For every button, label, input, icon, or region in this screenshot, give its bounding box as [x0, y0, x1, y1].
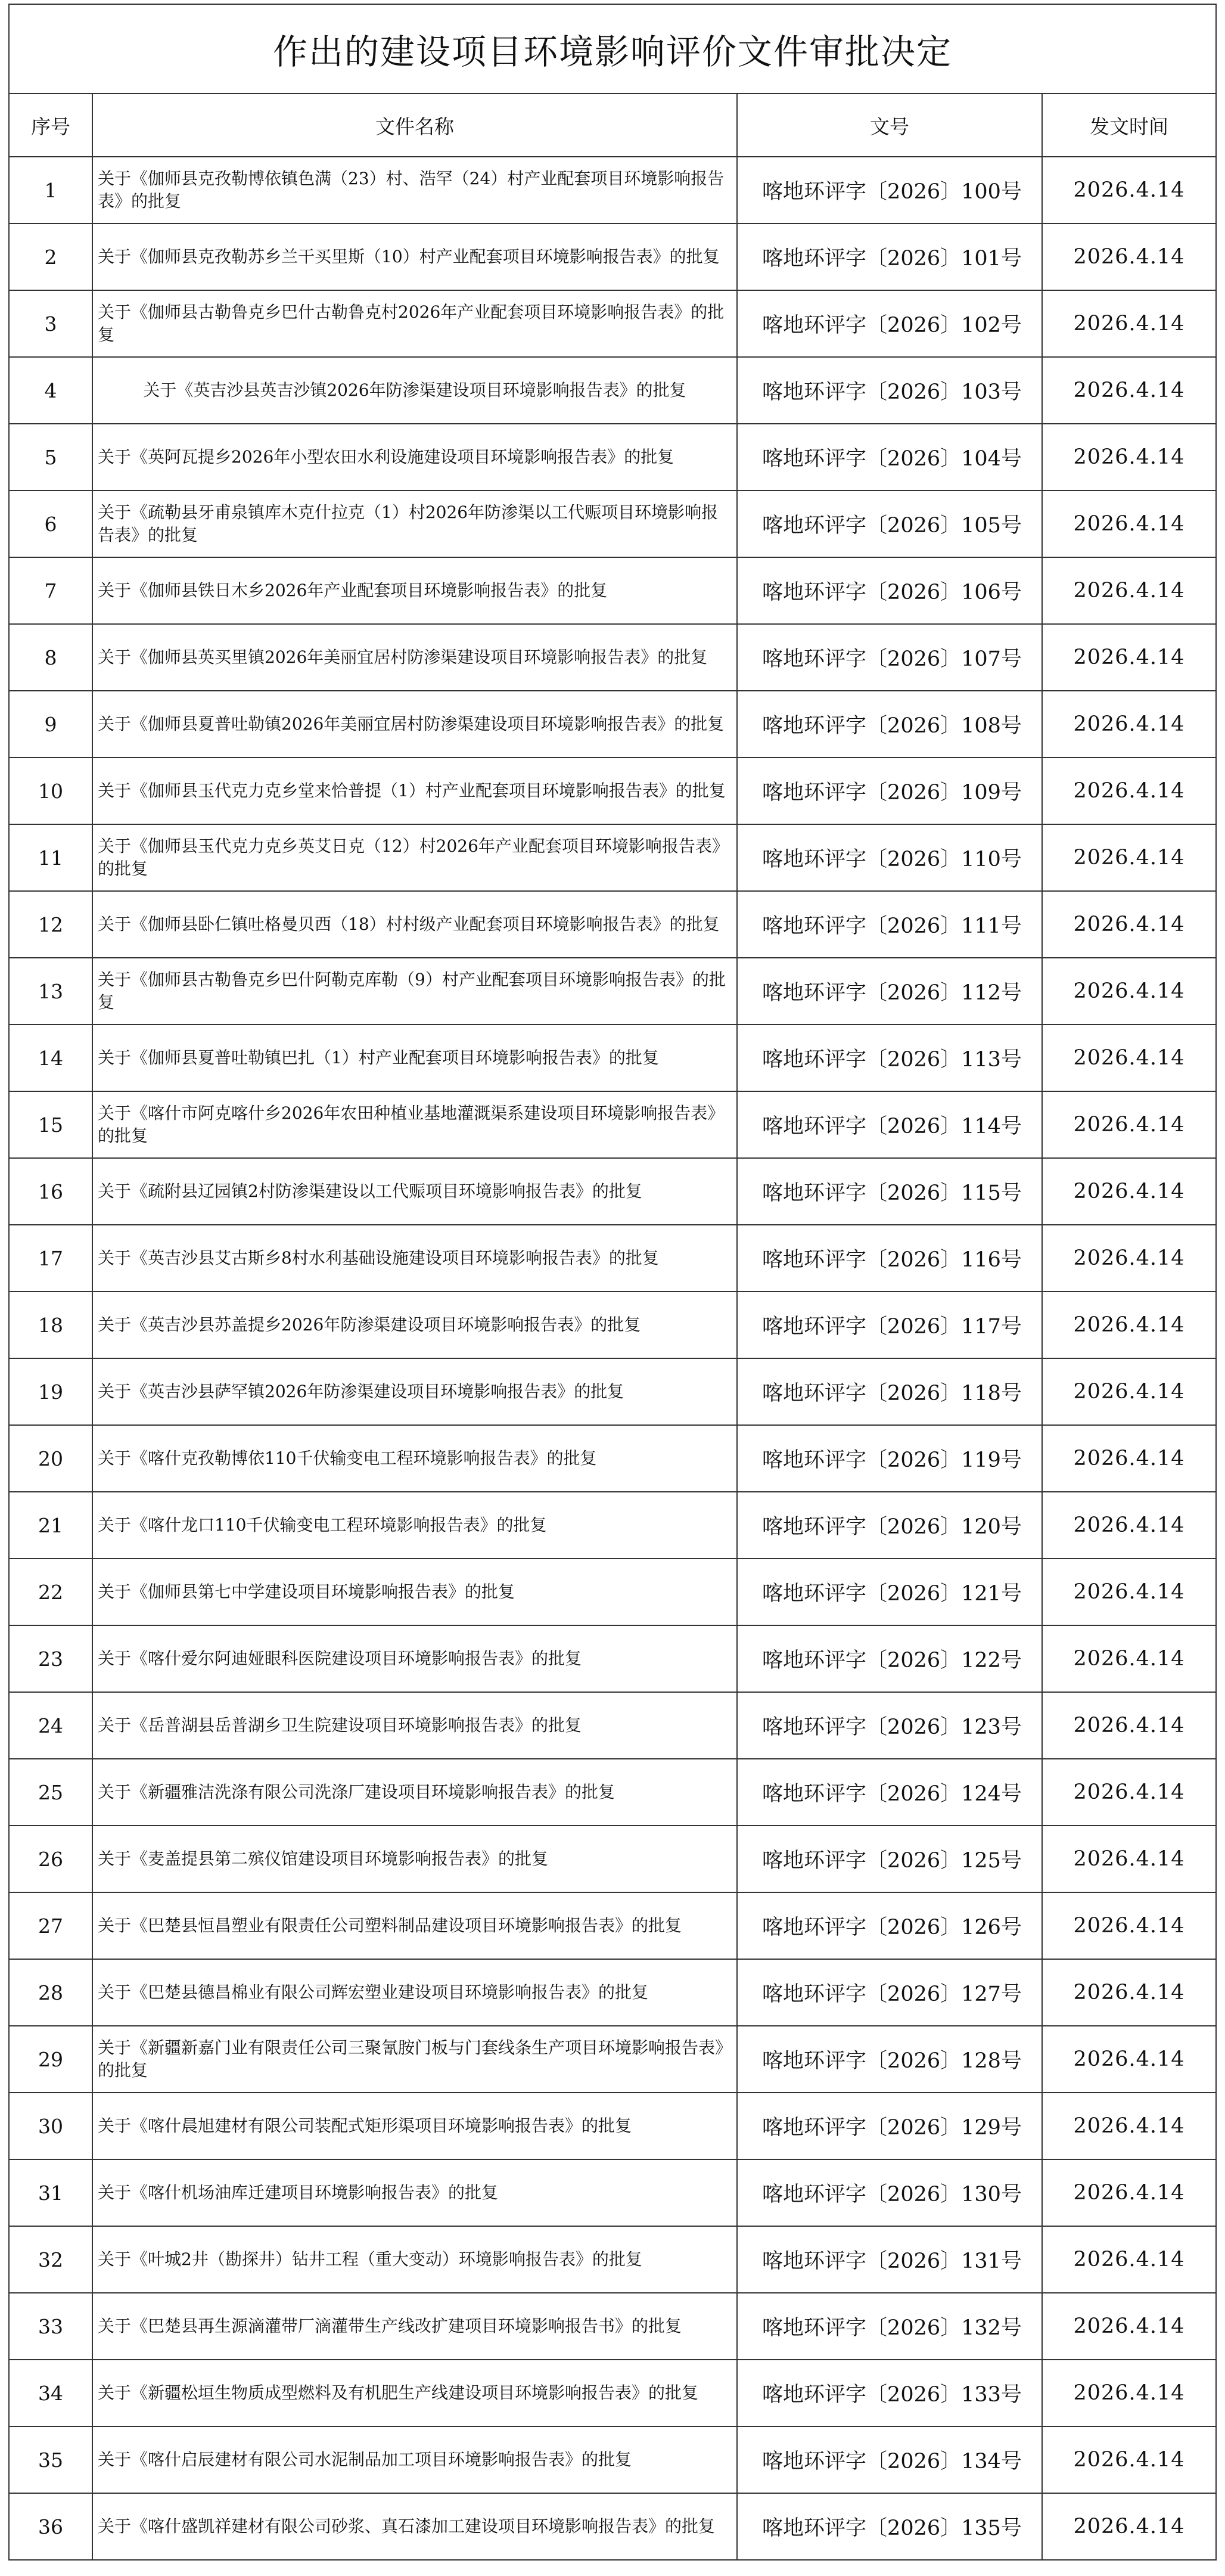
row-doc-number: 喀地环评字〔2026〕131号	[737, 2226, 1042, 2293]
table-row	[9, 1625, 1216, 1692]
row-file-name: 关于《喀什市阿克喀什乡2026年农田种植业基地灌溉渠系建设项目环境影响报告表》的批复	[92, 1091, 737, 1158]
row-file-name: 关于《喀什克孜勒博依110千伏输变电工程环境影响报告表》的批复	[92, 1425, 737, 1492]
row-issue-date: 2026.4.14	[1042, 2293, 1216, 2360]
row-issue-date: 2026.4.14	[1042, 357, 1216, 424]
table-row	[9, 2360, 1216, 2426]
row-doc-number: 喀地环评字〔2026〕105号	[737, 491, 1042, 557]
row-issue-date: 2026.4.14	[1042, 1759, 1216, 1826]
row-index: 16	[9, 1158, 92, 1225]
row-issue-date: 2026.4.14	[1042, 691, 1216, 758]
row-index: 27	[9, 1892, 92, 1959]
row-index: 24	[9, 1692, 92, 1759]
row-file-name: 关于《伽师县古勒鲁克乡巴什阿勒克库勒（9）村产业配套项目环境影响报告表》的批复	[92, 958, 737, 1025]
row-file-name: 关于《喀什盛凯祥建材有限公司砂浆、真石漆加工建设项目环境影响报告表》的批复	[92, 2493, 737, 2560]
table-row	[9, 1759, 1216, 1826]
row-index: 23	[9, 1625, 92, 1692]
row-index: 11	[9, 824, 92, 891]
table-row	[9, 290, 1216, 357]
row-doc-number: 喀地环评字〔2026〕126号	[737, 1892, 1042, 1959]
row-file-name: 关于《伽师县克孜勒博依镇色满（23）村、浩罕（24）村产业配套项目环境影响报告表》的批复	[92, 157, 737, 224]
row-file-name: 关于《英吉沙县艾古斯乡8村水利基础设施建设项目环境影响报告表》的批复	[92, 1225, 737, 1292]
table-row	[9, 824, 1216, 891]
row-file-name: 关于《英吉沙县苏盖提乡2026年防渗渠建设项目环境影响报告表》的批复	[92, 1292, 737, 1358]
row-index: 31	[9, 2159, 92, 2226]
row-file-name: 关于《喀什机场油库迁建项目环境影响报告表》的批复	[92, 2159, 737, 2226]
table-row	[9, 624, 1216, 691]
row-issue-date: 2026.4.14	[1042, 1158, 1216, 1225]
row-issue-date: 2026.4.14	[1042, 1892, 1216, 1959]
column-header-date: 发文时间	[1042, 94, 1216, 157]
row-index: 34	[9, 2360, 92, 2426]
table-row	[9, 1225, 1216, 1292]
table-row	[9, 1358, 1216, 1425]
row-file-name: 关于《伽师县第七中学建设项目环境影响报告表》的批复	[92, 1559, 737, 1625]
row-issue-date: 2026.4.14	[1042, 1358, 1216, 1425]
row-file-name: 关于《新疆新嘉门业有限责任公司三聚氰胺门板与门套线条生产项目环境影响报告表》的批复	[92, 2026, 737, 2093]
row-issue-date: 2026.4.14	[1042, 1559, 1216, 1625]
row-file-name: 关于《新疆松垣生物质成型燃料及有机肥生产线建设项目环境影响报告表》的批复	[92, 2360, 737, 2426]
row-file-name: 关于《疏附县辽园镇2村防渗渠建设以工代赈项目环境影响报告表》的批复	[92, 1158, 737, 1225]
row-issue-date: 2026.4.14	[1042, 2426, 1216, 2493]
row-file-name: 关于《英阿瓦提乡2026年小型农田水利设施建设项目环境影响报告表》的批复	[92, 424, 737, 491]
row-issue-date: 2026.4.14	[1042, 224, 1216, 290]
row-issue-date: 2026.4.14	[1042, 958, 1216, 1025]
row-issue-date: 2026.4.14	[1042, 1492, 1216, 1559]
row-file-name: 关于《伽师县古勒鲁克乡巴什古勒鲁克村2026年产业配套项目环境影响报告表》的批复	[92, 290, 737, 357]
row-index: 25	[9, 1759, 92, 1826]
row-doc-number: 喀地环评字〔2026〕116号	[737, 1225, 1042, 1292]
row-file-name: 关于《伽师县夏普吐勒镇2026年美丽宜居村防渗渠建设项目环境影响报告表》的批复	[92, 691, 737, 758]
row-doc-number: 喀地环评字〔2026〕129号	[737, 2093, 1042, 2159]
row-issue-date: 2026.4.14	[1042, 1292, 1216, 1358]
row-issue-date: 2026.4.14	[1042, 624, 1216, 691]
row-doc-number: 喀地环评字〔2026〕109号	[737, 758, 1042, 824]
table-row	[9, 1559, 1216, 1625]
row-doc-number: 喀地环评字〔2026〕134号	[737, 2426, 1042, 2493]
row-doc-number: 喀地环评字〔2026〕121号	[737, 1559, 1042, 1625]
document	[8, 4, 1215, 2561]
column-header-doc-no: 文号	[737, 94, 1042, 157]
row-doc-number: 喀地环评字〔2026〕130号	[737, 2159, 1042, 2226]
row-doc-number: 喀地环评字〔2026〕101号	[737, 224, 1042, 290]
row-doc-number: 喀地环评字〔2026〕125号	[737, 1826, 1042, 1892]
row-doc-number: 喀地环评字〔2026〕135号	[737, 2493, 1042, 2560]
row-index: 12	[9, 891, 92, 958]
row-index: 14	[9, 1025, 92, 1091]
row-file-name: 关于《巴楚县恒昌塑业有限责任公司塑料制品建设项目环境影响报告表》的批复	[92, 1892, 737, 1959]
row-issue-date: 2026.4.14	[1042, 2226, 1216, 2293]
row-doc-number: 喀地环评字〔2026〕132号	[737, 2293, 1042, 2360]
row-index: 9	[9, 691, 92, 758]
row-doc-number: 喀地环评字〔2026〕124号	[737, 1759, 1042, 1826]
table-row	[9, 2426, 1216, 2493]
table-row	[9, 2493, 1216, 2560]
row-doc-number: 喀地环评字〔2026〕119号	[737, 1425, 1042, 1492]
table-row	[9, 758, 1216, 824]
table-row	[9, 2093, 1216, 2159]
row-file-name: 关于《新疆雅洁洗涤有限公司洗涤厂建设项目环境影响报告表》的批复	[92, 1759, 737, 1826]
table-row	[9, 2159, 1216, 2226]
table-row	[9, 2026, 1216, 2093]
row-index: 4	[9, 357, 92, 424]
row-doc-number: 喀地环评字〔2026〕106号	[737, 557, 1042, 624]
table-row	[9, 557, 1216, 624]
table-row	[9, 1158, 1216, 1225]
row-file-name: 关于《麦盖提县第二殡仪馆建设项目环境影响报告表》的批复	[92, 1826, 737, 1892]
column-header-index: 序号	[9, 94, 92, 157]
row-index: 22	[9, 1559, 92, 1625]
page-title: 作出的建设项目环境影响评价文件审批决定	[9, 4, 1216, 94]
row-file-name: 关于《伽师县英买里镇2026年美丽宜居村防渗渠建设项目环境影响报告表》的批复	[92, 624, 737, 691]
table-row	[9, 1292, 1216, 1358]
row-index: 36	[9, 2493, 92, 2560]
table-row	[9, 1826, 1216, 1892]
table-row	[9, 1892, 1216, 1959]
row-index: 17	[9, 1225, 92, 1292]
table-row	[9, 491, 1216, 557]
row-index: 13	[9, 958, 92, 1025]
row-doc-number: 喀地环评字〔2026〕100号	[737, 157, 1042, 224]
row-index: 18	[9, 1292, 92, 1358]
row-doc-number: 喀地环评字〔2026〕120号	[737, 1492, 1042, 1559]
row-issue-date: 2026.4.14	[1042, 758, 1216, 824]
row-file-name: 关于《喀什龙口110千伏输变电工程环境影响报告表》的批复	[92, 1492, 737, 1559]
row-doc-number: 喀地环评字〔2026〕128号	[737, 2026, 1042, 2093]
row-doc-number: 喀地环评字〔2026〕108号	[737, 691, 1042, 758]
row-index: 32	[9, 2226, 92, 2293]
row-index: 10	[9, 758, 92, 824]
row-index: 7	[9, 557, 92, 624]
row-file-name: 关于《英吉沙县英吉沙镇2026年防渗渠建设项目环境影响报告表》的批复	[92, 357, 737, 424]
row-issue-date: 2026.4.14	[1042, 1225, 1216, 1292]
row-issue-date: 2026.4.14	[1042, 824, 1216, 891]
row-doc-number: 喀地环评字〔2026〕133号	[737, 2360, 1042, 2426]
table-row	[9, 157, 1216, 224]
row-file-name: 关于《喀什晨旭建材有限公司装配式矩形渠项目环境影响报告表》的批复	[92, 2093, 737, 2159]
row-doc-number: 喀地环评字〔2026〕114号	[737, 1091, 1042, 1158]
row-doc-number: 喀地环评字〔2026〕122号	[737, 1625, 1042, 1692]
table-row	[9, 2293, 1216, 2360]
row-index: 1	[9, 157, 92, 224]
row-file-name: 关于《伽师县克孜勒苏乡兰干买里斯（10）村产业配套项目环境影响报告表》的批复	[92, 224, 737, 290]
row-doc-number: 喀地环评字〔2026〕111号	[737, 891, 1042, 958]
column-header-name: 文件名称	[92, 94, 737, 157]
table-row	[9, 424, 1216, 491]
row-file-name: 关于《疏勒县牙甫泉镇库木克什拉克（1）村2026年防渗渠以工代赈项目环境影响报告表》的批复	[92, 491, 737, 557]
row-file-name: 关于《伽师县卧仁镇吐格曼贝西（18）村村级产业配套项目环境影响报告表》的批复	[92, 891, 737, 958]
row-file-name: 关于《喀什爱尔阿迪娅眼科医院建设项目环境影响报告表》的批复	[92, 1625, 737, 1692]
row-issue-date: 2026.4.14	[1042, 1692, 1216, 1759]
table-row	[9, 1492, 1216, 1559]
row-index: 33	[9, 2293, 92, 2360]
table-row	[9, 1692, 1216, 1759]
row-issue-date: 2026.4.14	[1042, 2159, 1216, 2226]
row-doc-number: 喀地环评字〔2026〕118号	[737, 1358, 1042, 1425]
row-index: 28	[9, 1959, 92, 2026]
row-issue-date: 2026.4.14	[1042, 2093, 1216, 2159]
row-file-name: 关于《伽师县玉代克力克乡英艾日克（12）村2026年产业配套项目环境影响报告表》的批复	[92, 824, 737, 891]
row-issue-date: 2026.4.14	[1042, 2026, 1216, 2093]
row-file-name: 关于《伽师县铁日木乡2026年产业配套项目环境影响报告表》的批复	[92, 557, 737, 624]
row-file-name: 关于《伽师县夏普吐勒镇巴扎（1）村产业配套项目环境影响报告表》的批复	[92, 1025, 737, 1091]
row-doc-number: 喀地环评字〔2026〕127号	[737, 1959, 1042, 2026]
row-issue-date: 2026.4.14	[1042, 557, 1216, 624]
row-issue-date: 2026.4.14	[1042, 891, 1216, 958]
row-index: 21	[9, 1492, 92, 1559]
row-doc-number: 喀地环评字〔2026〕115号	[737, 1158, 1042, 1225]
row-issue-date: 2026.4.14	[1042, 1959, 1216, 2026]
row-doc-number: 喀地环评字〔2026〕102号	[737, 290, 1042, 357]
row-index: 20	[9, 1425, 92, 1492]
row-index: 6	[9, 491, 92, 557]
row-issue-date: 2026.4.14	[1042, 1091, 1216, 1158]
row-doc-number: 喀地环评字〔2026〕113号	[737, 1025, 1042, 1091]
approval-table	[8, 4, 1217, 2561]
row-index: 30	[9, 2093, 92, 2159]
row-issue-date: 2026.4.14	[1042, 1425, 1216, 1492]
table-row	[9, 958, 1216, 1025]
row-issue-date: 2026.4.14	[1042, 157, 1216, 224]
table-row	[9, 2226, 1216, 2293]
row-doc-number: 喀地环评字〔2026〕107号	[737, 624, 1042, 691]
row-issue-date: 2026.4.14	[1042, 491, 1216, 557]
row-index: 5	[9, 424, 92, 491]
row-issue-date: 2026.4.14	[1042, 2360, 1216, 2426]
row-issue-date: 2026.4.14	[1042, 1826, 1216, 1892]
row-index: 35	[9, 2426, 92, 2493]
row-file-name: 关于《英吉沙县萨罕镇2026年防渗渠建设项目环境影响报告表》的批复	[92, 1358, 737, 1425]
row-index: 8	[9, 624, 92, 691]
row-index: 3	[9, 290, 92, 357]
row-file-name: 关于《伽师县玉代克力克乡堂来恰普提（1）村产业配套项目环境影响报告表》的批复	[92, 758, 737, 824]
row-file-name: 关于《岳普湖县岳普湖乡卫生院建设项目环境影响报告表》的批复	[92, 1692, 737, 1759]
row-issue-date: 2026.4.14	[1042, 290, 1216, 357]
table-row	[9, 691, 1216, 758]
table-row	[9, 1425, 1216, 1492]
row-doc-number: 喀地环评字〔2026〕103号	[737, 357, 1042, 424]
row-index: 15	[9, 1091, 92, 1158]
row-doc-number: 喀地环评字〔2026〕110号	[737, 824, 1042, 891]
row-index: 26	[9, 1826, 92, 1892]
table-row	[9, 891, 1216, 958]
row-doc-number: 喀地环评字〔2026〕123号	[737, 1692, 1042, 1759]
row-file-name: 关于《巴楚县德昌棉业有限公司辉宏塑业建设项目环境影响报告表》的批复	[92, 1959, 737, 2026]
row-index: 2	[9, 224, 92, 290]
row-issue-date: 2026.4.14	[1042, 2493, 1216, 2560]
table-row	[9, 1091, 1216, 1158]
table-row	[9, 357, 1216, 424]
row-file-name: 关于《喀什启辰建材有限公司水泥制品加工项目环境影响报告表》的批复	[92, 2426, 737, 2493]
table-body	[9, 157, 1216, 2560]
row-doc-number: 喀地环评字〔2026〕104号	[737, 424, 1042, 491]
row-issue-date: 2026.4.14	[1042, 1625, 1216, 1692]
row-issue-date: 2026.4.14	[1042, 424, 1216, 491]
row-doc-number: 喀地环评字〔2026〕112号	[737, 958, 1042, 1025]
table-row	[9, 1025, 1216, 1091]
row-file-name: 关于《巴楚县再生源滴灌带厂滴灌带生产线改扩建项目环境影响报告书》的批复	[92, 2293, 737, 2360]
row-issue-date: 2026.4.14	[1042, 1025, 1216, 1091]
row-index: 29	[9, 2026, 92, 2093]
row-file-name: 关于《叶城2井（勘探井）钻井工程（重大变动）环境影响报告表》的批复	[92, 2226, 737, 2293]
row-index: 19	[9, 1358, 92, 1425]
table-row	[9, 1959, 1216, 2026]
row-doc-number: 喀地环评字〔2026〕117号	[737, 1292, 1042, 1358]
table-row	[9, 224, 1216, 290]
table-header	[9, 94, 1216, 157]
